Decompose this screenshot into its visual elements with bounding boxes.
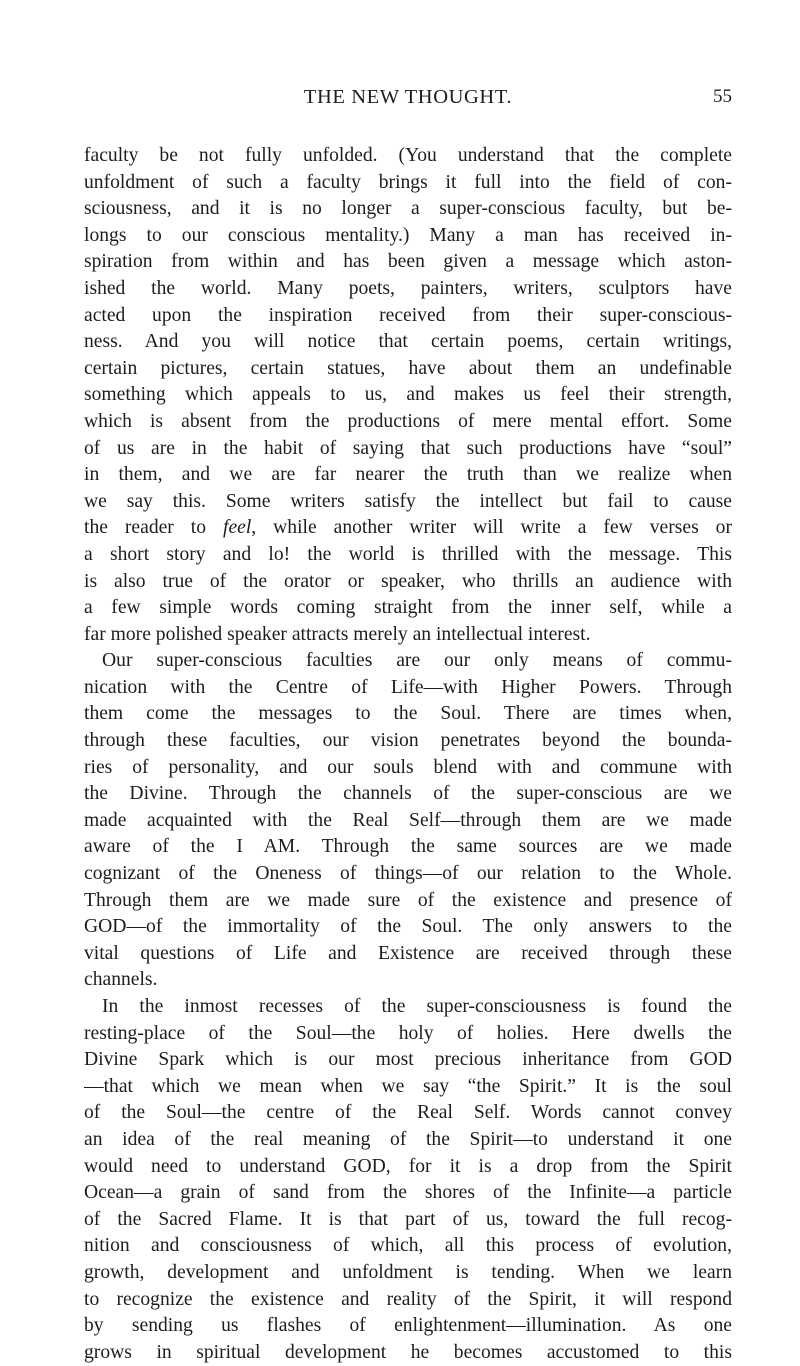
text-line: an idea of the real meaning of the Spirit—to understand it one: [84, 1128, 732, 1150]
text-line: growth, development and unfoldment is tending. When we learn: [84, 1261, 732, 1283]
text-line: In the inmost recesses of the super-consciousness is found the: [102, 996, 732, 1017]
text-line: the Divine. Through the channels of the super-conscious are we: [84, 783, 732, 805]
text-line: Ocean—a grain of sand from the shores of the Infinite—a particle: [84, 1182, 732, 1204]
text-line: to recognize the existence and reality of the Spirit, it will respond: [84, 1288, 732, 1310]
text-line: of us are in the habit of saying that such productions have “soul”: [84, 437, 732, 459]
text-line: ries of personality, and our souls blend with and commune with: [84, 756, 732, 778]
text-line: far more polished speaker attracts merely an intellectual interest.: [84, 623, 591, 645]
body-text: [84, 143, 732, 1366]
emphasis: feel: [223, 517, 252, 539]
text-line: ished the world. Many poets, painters, writers, sculptors have: [84, 277, 732, 299]
text-line: GOD—of the immortality of the Soul. The only answers to the: [84, 916, 732, 938]
text-line: made acquainted with the Real Self—through them are we made: [84, 809, 732, 831]
text-line: something which appeals to us, and makes us feel their strength,: [84, 384, 732, 406]
text-line: a short story and lo! the world is thrilled with the message. This: [84, 543, 732, 565]
text-line: ness. And you will notice that certain poems, certain writings,: [84, 331, 732, 353]
text-line: spiration from within and has been given a message which aston-: [84, 251, 732, 273]
text-line: resting-place of the Soul—the holy of holies. Here dwells the: [84, 1022, 732, 1044]
text-line: of the Soul—the centre of the Real Self. Words cannot convey: [84, 1102, 732, 1124]
text-line: channels.: [84, 969, 158, 991]
text-line: through these faculties, our vision penetrates beyond the bounda-: [84, 730, 732, 752]
text-line: in them, and we are far nearer the truth than we realize when: [84, 464, 732, 486]
text-line: them come the messages to the Soul. There are times when,: [84, 703, 732, 725]
text-line: which is absent from the productions of mere mental effort. Some: [84, 410, 732, 432]
text-line: by sending us flashes of enlightenment—illumination. As one: [84, 1315, 732, 1337]
text-line: Through them are we made sure of the existence and presence of: [84, 889, 732, 911]
text-line: faculty be not fully unfolded. (You understand that the complete: [84, 145, 732, 166]
text-line: aware of the I AM. Through the same sources are we made: [84, 836, 732, 858]
text-line: certain pictures, certain statues, have about them an undefinable: [84, 357, 732, 379]
text-line: sciousness, and it is no longer a super-conscious faculty, but be-: [84, 198, 732, 220]
text-line: nication with the Centre of Life—with Higher Powers. Through: [84, 676, 732, 698]
text-line: cognizant of the Oneness of things—of our relation to the Whole.: [84, 863, 732, 885]
text-line: the reader to feel, while another writer will write a few verses or: [84, 517, 732, 539]
running-head: [84, 84, 732, 110]
text-line: unfoldment of such a faculty brings it full into the field of con-: [84, 171, 732, 193]
text-line: Our super-conscious faculties are our only means of commu-: [102, 650, 732, 672]
running-title: THE NEW THOUGHT.: [303, 86, 513, 108]
text-line: nition and consciousness of which, all this process of evolution,: [84, 1235, 732, 1257]
text-line: longs to our conscious mentality.) Many a man has received in-: [84, 224, 732, 246]
text-line: would need to understand GOD, for it is a drop from the Spirit: [84, 1155, 732, 1177]
text-line: Divine Spark which is our most precious inheritance from GOD: [84, 1049, 732, 1071]
text-line: of the Sacred Flame. It is that part of us, toward the full recog-: [84, 1208, 732, 1230]
text-line: vital questions of Life and Existence are received through these: [84, 942, 732, 964]
text-line: we say this. Some writers satisfy the intellect but fail to cause: [84, 490, 732, 512]
text-line: —that which we mean when we say “the Spirit.” It is the soul: [84, 1075, 732, 1097]
text-line: is also true of the orator or speaker, who thrills an audience with: [84, 570, 732, 592]
text-line: acted upon the inspiration received from their super-conscious-: [84, 304, 732, 326]
page-number: 55: [713, 86, 732, 107]
text-line: a few simple words coming straight from the inner self, while a: [84, 597, 732, 619]
text-line: grows in spiritual development he becomes accustomed to this: [84, 1341, 732, 1363]
